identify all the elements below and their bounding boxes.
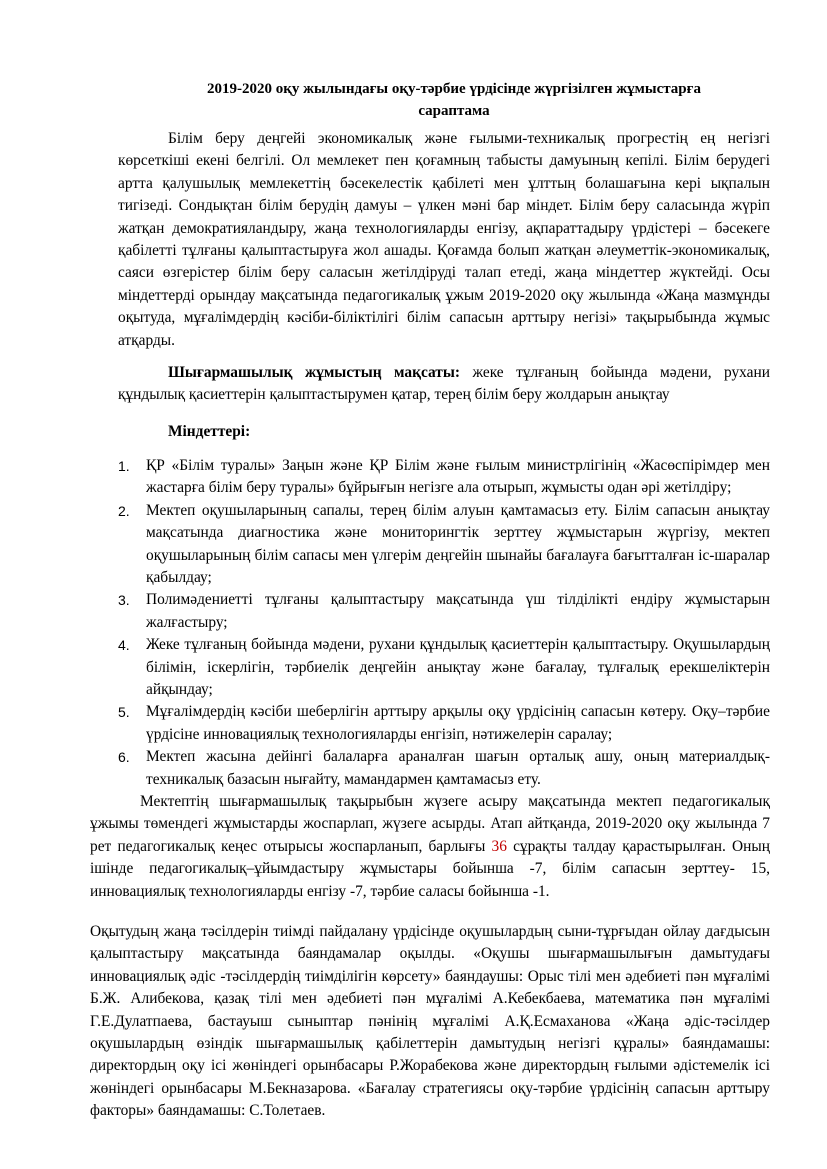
task-text: Мектеп жасына дейінгі балаларға араналған шағын орталық ашу, оның материалдық-техникалық базасын нығайту, мамандармен қамтамасыз ету. bbox=[146, 748, 770, 788]
title-line-2: сараптама bbox=[418, 103, 490, 119]
plan-text-part-1: Мектептің шығармашылық тақырыбын жүзеге асыру мақсатында мектеп педагогикалық ұжымы төмендегі жұмыстарды жоспарлап, жүзеге асырды. Атап айтқанда, 2019-2020 оқу жылында 7 рет педагогикалық кеңес отырысы жоспарланып, барлығы bbox=[90, 792, 770, 855]
plan-text-part-2: сұрақты талдау қарастырылған. Оның ішінде педагогикалық–ұйымдастыру жұмыстары бойынша -7, білім сапасын зерттеу- 15, инновациялық технологияларды енгізу -7, тәрбие саласы бойынша -1. bbox=[90, 837, 770, 900]
question-count-highlight: 36 bbox=[491, 837, 507, 855]
tasks-list bbox=[118, 455, 770, 791]
intro-paragraph: Білім беру деңгейі экономикалық және ғылыми-техникалық прогрестің ең негізгі көрсеткіші екені белгілі. Ол мемлекет пен қоғамның табысты дамуының кепілі. Білім берудегі артта қалушылық мемлекеттің бәсекелестік қабілеті мен ұлттың болашағына кері ықпалын тигізеді. Сондықтан білім берудің дамуы – үлкен мәні бар міндет. Білім беру саласында жүріп жатқан демократияландыру, жаңа технологияларды енгізу, ақпараттадыру үрдістері – бәсекеге қабілетті тұлғаны қалыптастыруға жол ашады. Қоғамда болып жатқан әлеуметтік-экономикалық, саяси өзгерістер білім беру саласын жетілдіруді талап етеді, жаңа міндеттер жүктейді. Осы міндеттерді орындау мақсатында педагогикалық ұжым 2019-2020 оқу жылында «Жаңа мазмұнды оқытуда, мұғалімдердің кәсіби-біліктілігі білім сапасын арттыру негізі» тақырыбында жұмыс атқарды. bbox=[118, 130, 770, 349]
methods-paragraph: Оқытудың жаңа тәсілдерін тиімді пайдалану үрдісінде оқушылардың сыни-тұрғыдан ойлау дағдысын қалыптастыру мақсатында баяндамалар оқылды. «Оқушы шығармашылығын дамытудағы инновациялық әдіс -тәсілдердің тиімділігін көрсету» баяндаушы: Орыс тілі мен әдебиеті пән мұғалімі Б.Ж. Алибекова, қазақ тілі мен әдебиеті пән мұғалімі А.Кебекбаева, математика пән мұғалімі Г.Е.Дулатпаева, бастауыш сыныптар пәнінің мұғалімі А.Қ.Есмаханова «Жаңа әдіс-тәсілдер оқушылардың өзіндік шығармашылық қабілеттерін дамытудың негізгі құралы» баяндамашы: директордың оқу ісі жөніндегі орынбасары Р.Жорабекова және директордың ғылыми әдістемелік ісі жөніндегі орынбасары М.Бекназарова. «Бағалау стратегиясы оқу-тәрбие үрдісінің сапасын арттыру факторы» баяндамашы: С.Толетаев. bbox=[90, 923, 770, 1120]
goal-label: Шығармашылық жұмыстың мақсаты: bbox=[168, 364, 460, 382]
task-number: 1. bbox=[118, 457, 130, 474]
document-title bbox=[118, 78, 770, 122]
title-line-1: 2019-2020 оқу жылындағы оқу-тәрбие үрдісінде жүргізілген жұмыстарға bbox=[207, 81, 701, 97]
task-item bbox=[118, 701, 770, 746]
goal-paragraph bbox=[118, 362, 770, 407]
task-item bbox=[118, 589, 770, 634]
tasks-heading: Міндеттері: bbox=[168, 422, 251, 440]
task-number: 4. bbox=[118, 637, 130, 654]
task-text: Полимәдениетті тұлғаны қалыптастыру мақсатында үш тілділікті ендіру жұмыстарын жалғастыру; bbox=[146, 591, 770, 631]
task-item bbox=[118, 500, 770, 590]
task-text: ҚР «Білім туралы» Заңын және ҚР Білім және ғылым министрлігінің «Жасөспірімдер мен жастарға білім беру туралы» бұйрығын негізге ала отырып, жұмысты одан әрі жетілдіру; bbox=[146, 456, 770, 497]
task-number: 3. bbox=[118, 592, 130, 609]
task-text: Мектеп оқушыларының сапалы, терең білім алуын қамтамасыз ету. Білім сапасын анықтау мақсатында диагностика және мониторингтік зерттеу жұмыстарын жүргізу, мектеп оқушыларының білім сапасы мен үлгерім деңгейін шынайы бағалауға бағытталған іс-шаралар қабылдау; bbox=[146, 501, 770, 586]
task-text: Жеке тұлғаның бойында мәдени, рухани құндылық қасиеттерін қалыптастыру. Оқушылардың білімін, іскерлігін, тәрбиелік деңгейін анықтау және бағалау, тұлғалық ерекшеліктерін айқындау; bbox=[146, 636, 770, 698]
task-number: 5. bbox=[118, 704, 130, 721]
task-item bbox=[118, 455, 770, 500]
plan-paragraph bbox=[90, 791, 770, 903]
goal-text: жеке тұлғаның бойында мәдени, рухани құндылық қасиеттерін қалыптастырумен қатар, терең білім беру жолдарын анықтау bbox=[118, 364, 770, 404]
task-item bbox=[118, 634, 770, 701]
task-number: 2. bbox=[118, 502, 130, 519]
task-number: 6. bbox=[118, 749, 130, 766]
task-text: Мұғалімдердің кәсіби шеберлігін арттыру арқылы оқу үрдісінің сапасын көтеру. Оқу–тәрбие үрдісіне инновациялық технологияларды енгізіп, нәтижелерін саралау; bbox=[146, 703, 770, 743]
task-item bbox=[118, 746, 770, 791]
